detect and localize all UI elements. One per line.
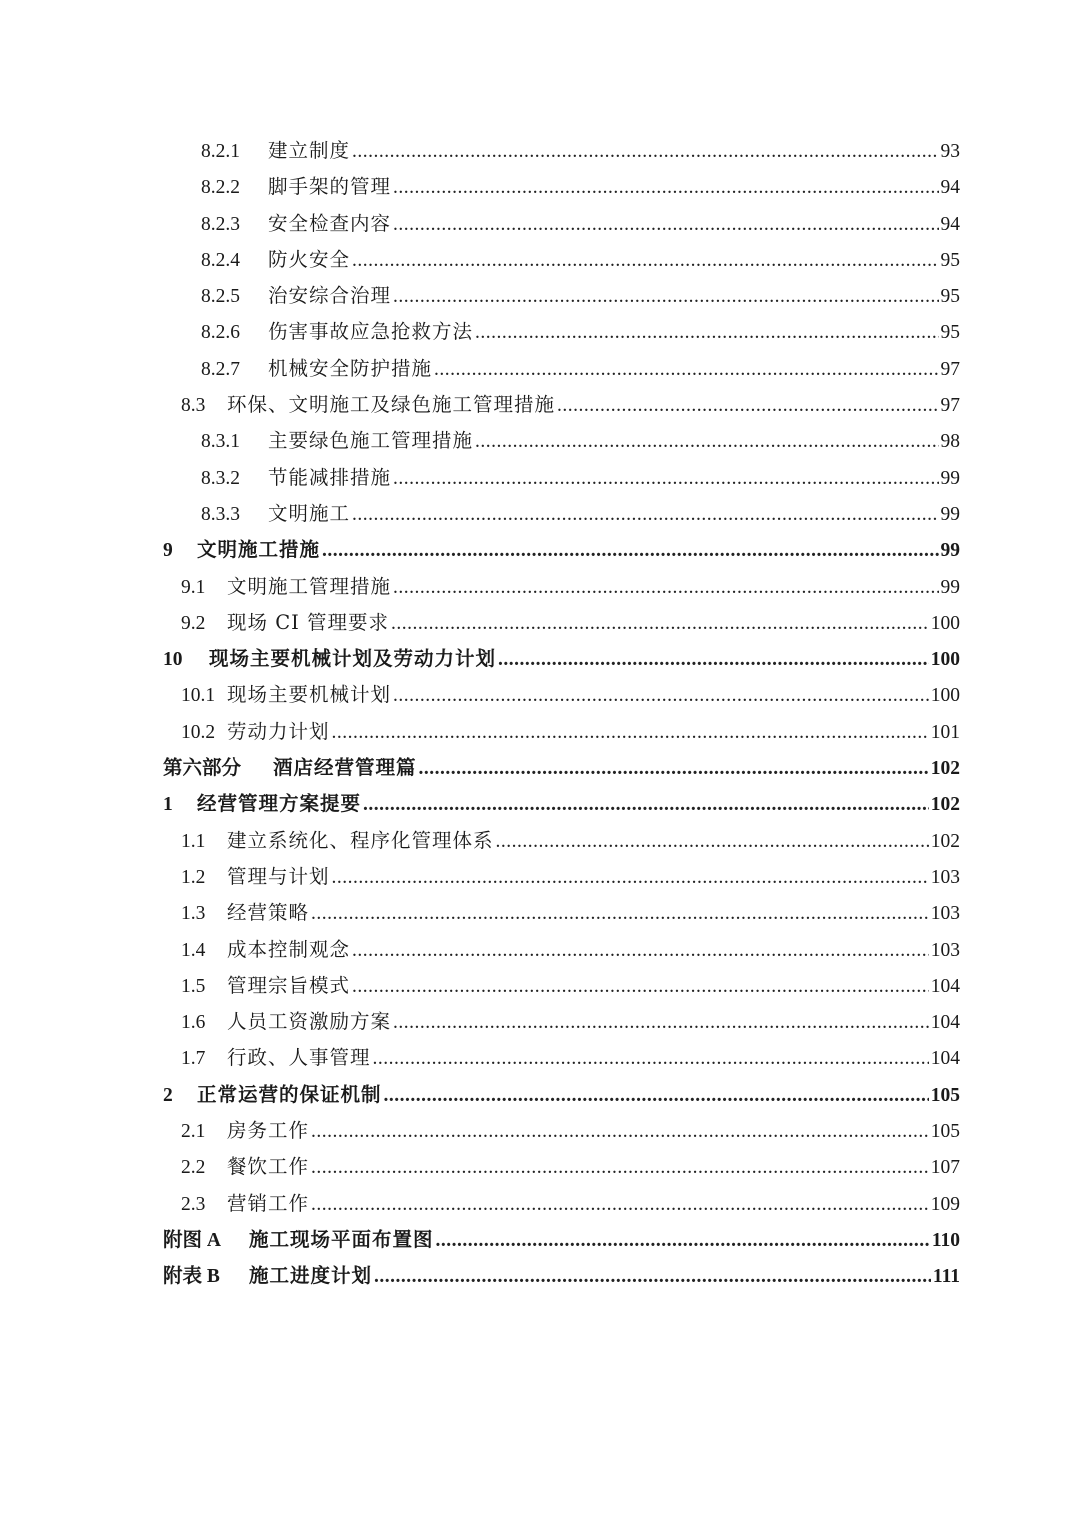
toc-entry-number: 8.2.2 — [201, 177, 240, 199]
toc-entry-number: 10.2 — [181, 721, 216, 743]
toc-entry-number: 8.3.1 — [201, 431, 240, 453]
toc-entry-number: 1.2 — [181, 866, 206, 888]
toc-dot-leader — [352, 969, 929, 1005]
toc-entry-page-number: 100 — [930, 685, 960, 707]
toc-entry-page-number: 99 — [940, 503, 960, 525]
toc-entry[interactable] — [163, 206, 960, 242]
toc-entry-page-number: 103 — [930, 866, 960, 888]
toc-entry[interactable] — [163, 1077, 960, 1113]
toc-entry-number: 8.3 — [181, 395, 206, 417]
toc-dot-leader — [352, 134, 938, 170]
toc-entry-title: 劳动力计划 — [227, 719, 330, 743]
toc-entry-title: 安全检查内容 — [268, 211, 392, 235]
toc-dot-leader — [419, 751, 929, 787]
toc-entry[interactable] — [163, 532, 960, 568]
toc-entry[interactable] — [163, 1004, 960, 1040]
toc-dot-leader — [311, 896, 929, 932]
toc-dot-leader — [393, 279, 938, 315]
toc-entry[interactable] — [163, 460, 960, 496]
toc-dot-leader — [373, 1041, 929, 1077]
toc-dot-leader — [374, 1259, 931, 1295]
toc-entry-number: 2 — [163, 1084, 173, 1106]
toc-entry[interactable] — [163, 823, 960, 859]
toc-entry-title: 管理宗旨模式 — [227, 973, 351, 997]
toc-entry-title: 环保、文明施工及绿色施工管理措施 — [227, 393, 556, 417]
toc-entry-number: 1.7 — [181, 1048, 206, 1070]
toc-entry-number: 1.3 — [181, 903, 206, 925]
toc-entry[interactable] — [163, 750, 960, 786]
toc-entry[interactable] — [163, 895, 960, 931]
toc-dot-leader — [475, 424, 938, 460]
toc-entry-page-number: 107 — [930, 1157, 960, 1179]
toc-entry-number: 8.2.3 — [201, 213, 240, 235]
toc-dot-leader — [557, 388, 938, 424]
toc-entry[interactable] — [163, 1113, 960, 1149]
toc-entry-page-number: 101 — [930, 721, 960, 743]
toc-entry[interactable] — [163, 423, 960, 459]
toc-entry-page-number: 93 — [940, 141, 960, 162]
toc-entry-page-number: 104 — [930, 975, 960, 997]
toc-entry[interactable] — [163, 641, 960, 677]
toc-entry-title: 防火安全 — [268, 247, 351, 271]
toc-dot-leader — [332, 715, 929, 751]
toc-entry-title: 施工进度计划 — [249, 1264, 373, 1288]
toc-entry-page-number: 97 — [940, 395, 960, 417]
toc-entry[interactable] — [163, 932, 960, 968]
toc-entry-page-number: 100 — [930, 649, 960, 671]
toc-dot-leader — [496, 824, 929, 860]
toc-dot-leader — [363, 787, 929, 823]
toc-entry-number: 10.1 — [181, 685, 216, 707]
toc-entry-page-number: 102 — [930, 830, 960, 852]
toc-dot-leader — [498, 642, 929, 678]
toc-entry-title: 营销工作 — [227, 1191, 310, 1215]
toc-entry-number: 1.1 — [181, 830, 206, 852]
toc-entry-page-number: 104 — [930, 1048, 960, 1070]
toc-entry-number: 8.3.3 — [201, 503, 240, 525]
toc-entry-title: 文明施工管理措施 — [227, 574, 392, 598]
toc-entry[interactable] — [163, 677, 960, 713]
toc-dot-leader — [436, 1223, 930, 1259]
toc-entry-page-number: 111 — [932, 1266, 960, 1288]
toc-entry-page-number: 95 — [940, 322, 960, 344]
toc-entry-page-number: 110 — [931, 1229, 960, 1251]
toc-dot-leader — [434, 352, 938, 388]
toc-entry-number: 附图 A — [163, 1229, 221, 1251]
toc-entry-page-number: 97 — [940, 358, 960, 380]
toc-entry[interactable] — [163, 133, 960, 169]
toc-entry-page-number: 99 — [940, 576, 960, 598]
toc-entry-page-number: 98 — [940, 431, 960, 453]
toc-entry-page-number: 105 — [930, 1121, 960, 1143]
toc-entry[interactable] — [163, 387, 960, 423]
toc-entry[interactable] — [163, 968, 960, 1004]
toc-entry[interactable] — [163, 714, 960, 750]
toc-entry[interactable] — [163, 496, 960, 532]
toc-entry-title: 建立制度 — [268, 139, 351, 162]
toc-entry-number: 第六部分 — [163, 758, 242, 780]
toc-entry[interactable] — [163, 786, 960, 822]
toc-entry[interactable] — [163, 1040, 960, 1076]
toc-entry-page-number: 102 — [930, 758, 960, 780]
toc-entry-title: 餐饮工作 — [227, 1155, 310, 1179]
toc-dot-leader — [391, 606, 929, 642]
toc-entry-page-number: 105 — [930, 1084, 960, 1106]
toc-entry-title: 主要绿色施工管理措施 — [268, 429, 474, 453]
toc-dot-leader — [393, 170, 938, 206]
toc-entry[interactable] — [163, 314, 960, 350]
toc-entry-page-number: 94 — [940, 213, 960, 235]
toc-dot-leader — [352, 497, 938, 533]
toc-entry-number: 1.5 — [181, 975, 206, 997]
toc-entry-page-number: 95 — [940, 286, 960, 308]
toc-entry-title: 正常运营的保证机制 — [197, 1082, 382, 1106]
toc-entry-title: 现场 CI 管理要求 — [227, 610, 390, 634]
toc-entry-title: 人员工资激励方案 — [227, 1010, 392, 1034]
toc-entry-number: 8.2.5 — [201, 286, 240, 308]
toc-entry-title: 房务工作 — [227, 1119, 310, 1143]
toc-dot-leader — [393, 1005, 929, 1041]
toc-entry-title: 机械安全防护措施 — [268, 356, 433, 380]
toc-entry-title: 文明施工 — [268, 501, 351, 525]
toc-entry-number: 8.2.4 — [201, 249, 240, 271]
toc-entry-title: 施工现场平面布置图 — [249, 1227, 434, 1251]
toc-entry-page-number: 102 — [930, 794, 960, 816]
toc-entry-title: 管理与计划 — [227, 864, 330, 888]
toc-entry-number: 1.6 — [181, 1012, 206, 1034]
toc-entry[interactable] — [163, 605, 960, 641]
toc-entry-page-number: 103 — [930, 939, 960, 961]
toc-dot-leader — [322, 533, 938, 569]
toc-dot-leader — [311, 1150, 929, 1186]
toc-dot-leader — [393, 207, 938, 243]
toc-dot-leader — [384, 1078, 929, 1114]
toc-entry[interactable] — [163, 1258, 960, 1294]
toc-entry-number: 9 — [163, 540, 173, 562]
toc-entry-page-number: 104 — [930, 1012, 960, 1034]
toc-entry-number: 2.2 — [181, 1157, 206, 1179]
toc-entry-title: 现场主要机械计划 — [227, 683, 392, 707]
toc-entry-number: 2.1 — [181, 1121, 206, 1143]
toc-entry-page-number: 100 — [930, 612, 960, 634]
toc-dot-leader — [393, 678, 929, 714]
toc-entry-page-number: 94 — [940, 177, 960, 199]
toc-dot-leader — [475, 315, 938, 351]
toc-entry-number: 附表 B — [163, 1266, 220, 1288]
toc-entry-number: 9.2 — [181, 612, 206, 634]
toc-entry-number: 9.1 — [181, 576, 206, 598]
toc-entry-title: 现场主要机械计划及劳动力计划 — [209, 647, 497, 671]
toc-entry-title: 脚手架的管理 — [268, 175, 392, 199]
toc-entry[interactable] — [163, 1222, 960, 1258]
table-of-contents — [163, 133, 960, 1295]
toc-entry[interactable] — [163, 1149, 960, 1185]
toc-dot-leader — [352, 243, 938, 279]
toc-entry[interactable] — [163, 1186, 960, 1222]
toc-entry[interactable] — [163, 351, 960, 387]
toc-dot-leader — [393, 461, 938, 497]
toc-entry[interactable] — [163, 242, 960, 278]
toc-entry[interactable] — [163, 169, 960, 205]
toc-entry[interactable] — [163, 569, 960, 605]
toc-dot-leader — [332, 860, 929, 896]
toc-entry-page-number: 109 — [930, 1193, 960, 1215]
toc-entry-title: 建立系统化、程序化管理体系 — [227, 828, 494, 852]
toc-dot-leader — [352, 933, 929, 969]
toc-entry-number: 8.2.1 — [201, 141, 240, 162]
toc-entry-title: 文明施工措施 — [197, 538, 321, 562]
toc-entry-page-number: 103 — [930, 903, 960, 925]
toc-entry-page-number: 99 — [940, 467, 960, 489]
toc-entry-number: 1 — [163, 794, 173, 816]
toc-entry-number: 8.3.2 — [201, 467, 240, 489]
toc-dot-leader — [393, 570, 938, 606]
toc-entry-title: 成本控制观念 — [227, 937, 351, 961]
toc-entry-number: 8.2.6 — [201, 322, 240, 344]
toc-entry-title: 经营策略 — [227, 901, 310, 925]
toc-entry-number: 10 — [163, 649, 183, 671]
toc-dot-leader — [311, 1114, 929, 1150]
toc-entry-title: 伤害事故应急抢救方法 — [268, 320, 474, 344]
toc-entry-page-number: 95 — [940, 249, 960, 271]
toc-entry-title: 酒店经营管理篇 — [273, 756, 417, 780]
toc-entry-page-number: 99 — [940, 540, 960, 562]
toc-entry-number: 2.3 — [181, 1193, 206, 1215]
toc-entry[interactable] — [163, 278, 960, 314]
toc-entry-number: 8.2.7 — [201, 358, 240, 380]
toc-entry-number: 1.4 — [181, 939, 206, 961]
toc-entry-title: 经营管理方案提要 — [197, 792, 362, 816]
toc-entry[interactable] — [163, 859, 960, 895]
toc-entry-title: 行政、人事管理 — [227, 1046, 371, 1070]
toc-entry-title: 节能减排措施 — [268, 465, 392, 489]
toc-entry-title: 治安综合治理 — [268, 284, 392, 308]
toc-dot-leader — [311, 1187, 929, 1223]
